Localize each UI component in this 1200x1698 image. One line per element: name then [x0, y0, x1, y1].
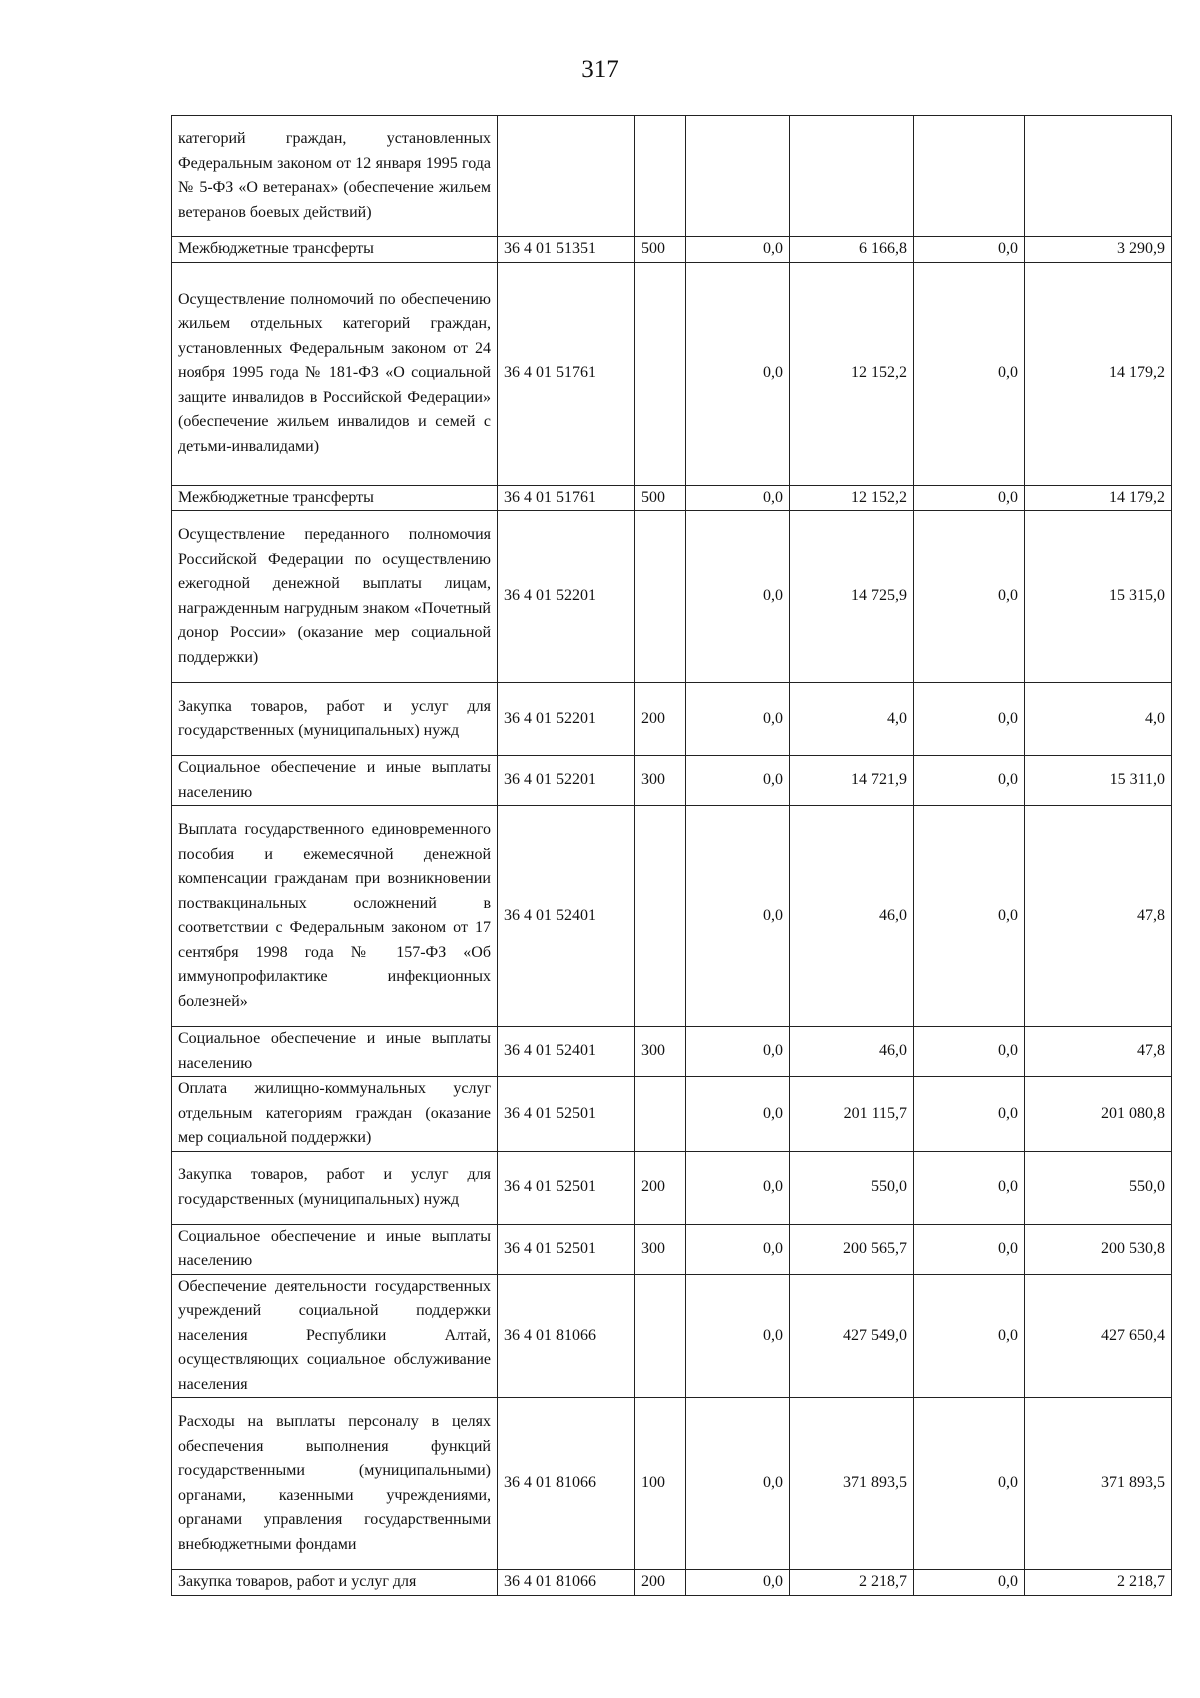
row-type: 300	[635, 1027, 686, 1077]
row-type	[635, 806, 686, 1027]
row-value-4: 15 315,0	[1025, 511, 1172, 683]
row-code: 36 4 01 51761	[498, 262, 635, 485]
row-value-3: 0,0	[914, 511, 1025, 683]
table-row	[172, 237, 1172, 263]
row-name: Межбюджетные трансферты	[172, 485, 498, 511]
row-value-3: 0,0	[914, 1570, 1025, 1596]
row-type	[635, 1077, 686, 1152]
row-type: 300	[635, 756, 686, 806]
row-value-2: 427 549,0	[790, 1274, 914, 1398]
table-row	[172, 116, 1172, 237]
row-code: 36 4 01 52401	[498, 806, 635, 1027]
table-body	[172, 116, 1172, 1596]
row-value-4: 47,8	[1025, 1027, 1172, 1077]
table-row	[172, 1077, 1172, 1152]
row-value-4: 47,8	[1025, 806, 1172, 1027]
row-value-3: 0,0	[914, 1027, 1025, 1077]
row-value-2: 550,0	[790, 1151, 914, 1224]
row-name: Закупка товаров, работ и услуг для	[172, 1570, 498, 1596]
row-type: 200	[635, 683, 686, 756]
row-code: 36 4 01 52201	[498, 511, 635, 683]
row-type: 100	[635, 1398, 686, 1570]
row-value-3: 0,0	[914, 485, 1025, 511]
row-type: 200	[635, 1570, 686, 1596]
row-name: Межбюджетные трансферты	[172, 237, 498, 263]
row-name: Выплата государственного единовременного пособия и ежемесячной денежной компенсации гражданам при возникновении поствакцинальных осложнений в соответствии с Федеральным законом от 17 сентября 1998 года № 157-ФЗ «Об иммунопрофилактике инфекционных болезней»	[172, 806, 498, 1027]
row-type	[635, 262, 686, 485]
row-value-1: 0,0	[686, 1151, 790, 1224]
row-value-3: 0,0	[914, 683, 1025, 756]
row-code: 36 4 01 52401	[498, 1027, 635, 1077]
row-name: Оплата жилищно-коммунальных услуг отдельным категориям граждан (оказание мер социальной поддержки)	[172, 1077, 498, 1152]
row-code: 36 4 01 51351	[498, 237, 635, 263]
row-type	[635, 511, 686, 683]
row-code: 36 4 01 52501	[498, 1151, 635, 1224]
page-number: 317	[581, 56, 619, 83]
row-name: Закупка товаров, работ и услуг для государственных (муниципальных) нужд	[172, 1151, 498, 1224]
row-code: 36 4 01 51761	[498, 485, 635, 511]
row-value-1: 0,0	[686, 806, 790, 1027]
table-row	[172, 1398, 1172, 1570]
row-value-3: 0,0	[914, 1077, 1025, 1152]
row-value-2: 4,0	[790, 683, 914, 756]
row-name: Социальное обеспечение и иные выплаты населению	[172, 1224, 498, 1274]
row-value-4: 15 311,0	[1025, 756, 1172, 806]
row-value-1: 0,0	[686, 485, 790, 511]
row-value-4: 550,0	[1025, 1151, 1172, 1224]
row-value-1: 0,0	[686, 1274, 790, 1398]
row-type	[635, 116, 686, 237]
row-value-2: 46,0	[790, 806, 914, 1027]
table-row	[172, 1151, 1172, 1224]
row-value-1: 0,0	[686, 1077, 790, 1152]
row-value-4: 14 179,2	[1025, 485, 1172, 511]
table-row	[172, 262, 1172, 485]
row-type: 200	[635, 1151, 686, 1224]
row-value-1: 0,0	[686, 1570, 790, 1596]
table-row	[172, 485, 1172, 511]
row-value-4: 200 530,8	[1025, 1224, 1172, 1274]
row-value-3: 0,0	[914, 1398, 1025, 1570]
table-row	[172, 1274, 1172, 1398]
row-value-4	[1025, 116, 1172, 237]
table-row	[172, 756, 1172, 806]
row-value-3: 0,0	[914, 1151, 1025, 1224]
table-row	[172, 806, 1172, 1027]
row-code: 36 4 01 52201	[498, 683, 635, 756]
row-value-2: 14 725,9	[790, 511, 914, 683]
row-value-1: 0,0	[686, 756, 790, 806]
row-value-1: 0,0	[686, 511, 790, 683]
row-code: 36 4 01 81066	[498, 1570, 635, 1596]
row-type: 300	[635, 1224, 686, 1274]
row-value-2: 12 152,2	[790, 262, 914, 485]
row-type: 500	[635, 237, 686, 263]
row-value-1	[686, 116, 790, 237]
row-value-2: 371 893,5	[790, 1398, 914, 1570]
row-value-4: 3 290,9	[1025, 237, 1172, 263]
row-value-3: 0,0	[914, 756, 1025, 806]
row-value-4: 4,0	[1025, 683, 1172, 756]
row-code: 36 4 01 81066	[498, 1274, 635, 1398]
table-row	[172, 1027, 1172, 1077]
row-name: категорий граждан, установленных Федеральным законом от 12 января 1995 года № 5-ФЗ «О ветеранах» (обеспечение жильем ветеранов боевых действий)	[172, 116, 498, 237]
row-value-2: 2 218,7	[790, 1570, 914, 1596]
row-value-4: 371 893,5	[1025, 1398, 1172, 1570]
row-value-4: 201 080,8	[1025, 1077, 1172, 1152]
table-row	[172, 683, 1172, 756]
table-row	[172, 1224, 1172, 1274]
row-code: 36 4 01 52501	[498, 1224, 635, 1274]
row-code: 36 4 01 52501	[498, 1077, 635, 1152]
row-value-2: 12 152,2	[790, 485, 914, 511]
row-name: Социальное обеспечение и иные выплаты населению	[172, 1027, 498, 1077]
row-name: Обеспечение деятельности государственных учреждений социальной поддержки населения Республики Алтай, осуществляющих социальное обслуживание населения	[172, 1274, 498, 1398]
row-value-1: 0,0	[686, 1398, 790, 1570]
row-value-1: 0,0	[686, 237, 790, 263]
row-value-2: 6 166,8	[790, 237, 914, 263]
row-code	[498, 116, 635, 237]
row-value-4: 427 650,4	[1025, 1274, 1172, 1398]
row-value-3	[914, 116, 1025, 237]
budget-table	[171, 115, 1172, 1596]
row-name: Социальное обеспечение и иные выплаты населению	[172, 756, 498, 806]
row-type	[635, 1274, 686, 1398]
row-value-3: 0,0	[914, 262, 1025, 485]
row-value-3: 0,0	[914, 1274, 1025, 1398]
row-value-2: 14 721,9	[790, 756, 914, 806]
row-value-1: 0,0	[686, 1224, 790, 1274]
row-value-1: 0,0	[686, 1027, 790, 1077]
row-value-2: 201 115,7	[790, 1077, 914, 1152]
row-value-3: 0,0	[914, 237, 1025, 263]
table-row	[172, 1570, 1172, 1596]
table-row	[172, 511, 1172, 683]
row-value-4: 2 218,7	[1025, 1570, 1172, 1596]
row-code: 36 4 01 52201	[498, 756, 635, 806]
row-code: 36 4 01 81066	[498, 1398, 635, 1570]
row-value-4: 14 179,2	[1025, 262, 1172, 485]
row-name: Расходы на выплаты персоналу в целях обеспечения выполнения функций государственными (муниципальными) органами, казенными учреждениями, органами управления государственными внебюджетными фондами	[172, 1398, 498, 1570]
row-value-3: 0,0	[914, 1224, 1025, 1274]
row-value-1: 0,0	[686, 262, 790, 485]
row-name: Закупка товаров, работ и услуг для государственных (муниципальных) нужд	[172, 683, 498, 756]
row-value-2: 46,0	[790, 1027, 914, 1077]
row-value-1: 0,0	[686, 683, 790, 756]
row-value-2: 200 565,7	[790, 1224, 914, 1274]
row-name: Осуществление переданного полномочия Российской Федерации по осуществлению ежегодной денежной выплаты лицам, награжденным нагрудным знаком «Почетный донор России» (оказание мер социальной поддержки)	[172, 511, 498, 683]
row-value-2	[790, 116, 914, 237]
row-value-3: 0,0	[914, 806, 1025, 1027]
row-name: Осуществление полномочий по обеспечению жильем отдельных категорий граждан, установленных Федеральным законом от 24 ноября 1995 года № 181-ФЗ «О социальной защите инвалидов в Российской Федерации» (обеспечение жильем инвалидов и семей с детьми-инвалидами)	[172, 262, 498, 485]
row-type: 500	[635, 485, 686, 511]
